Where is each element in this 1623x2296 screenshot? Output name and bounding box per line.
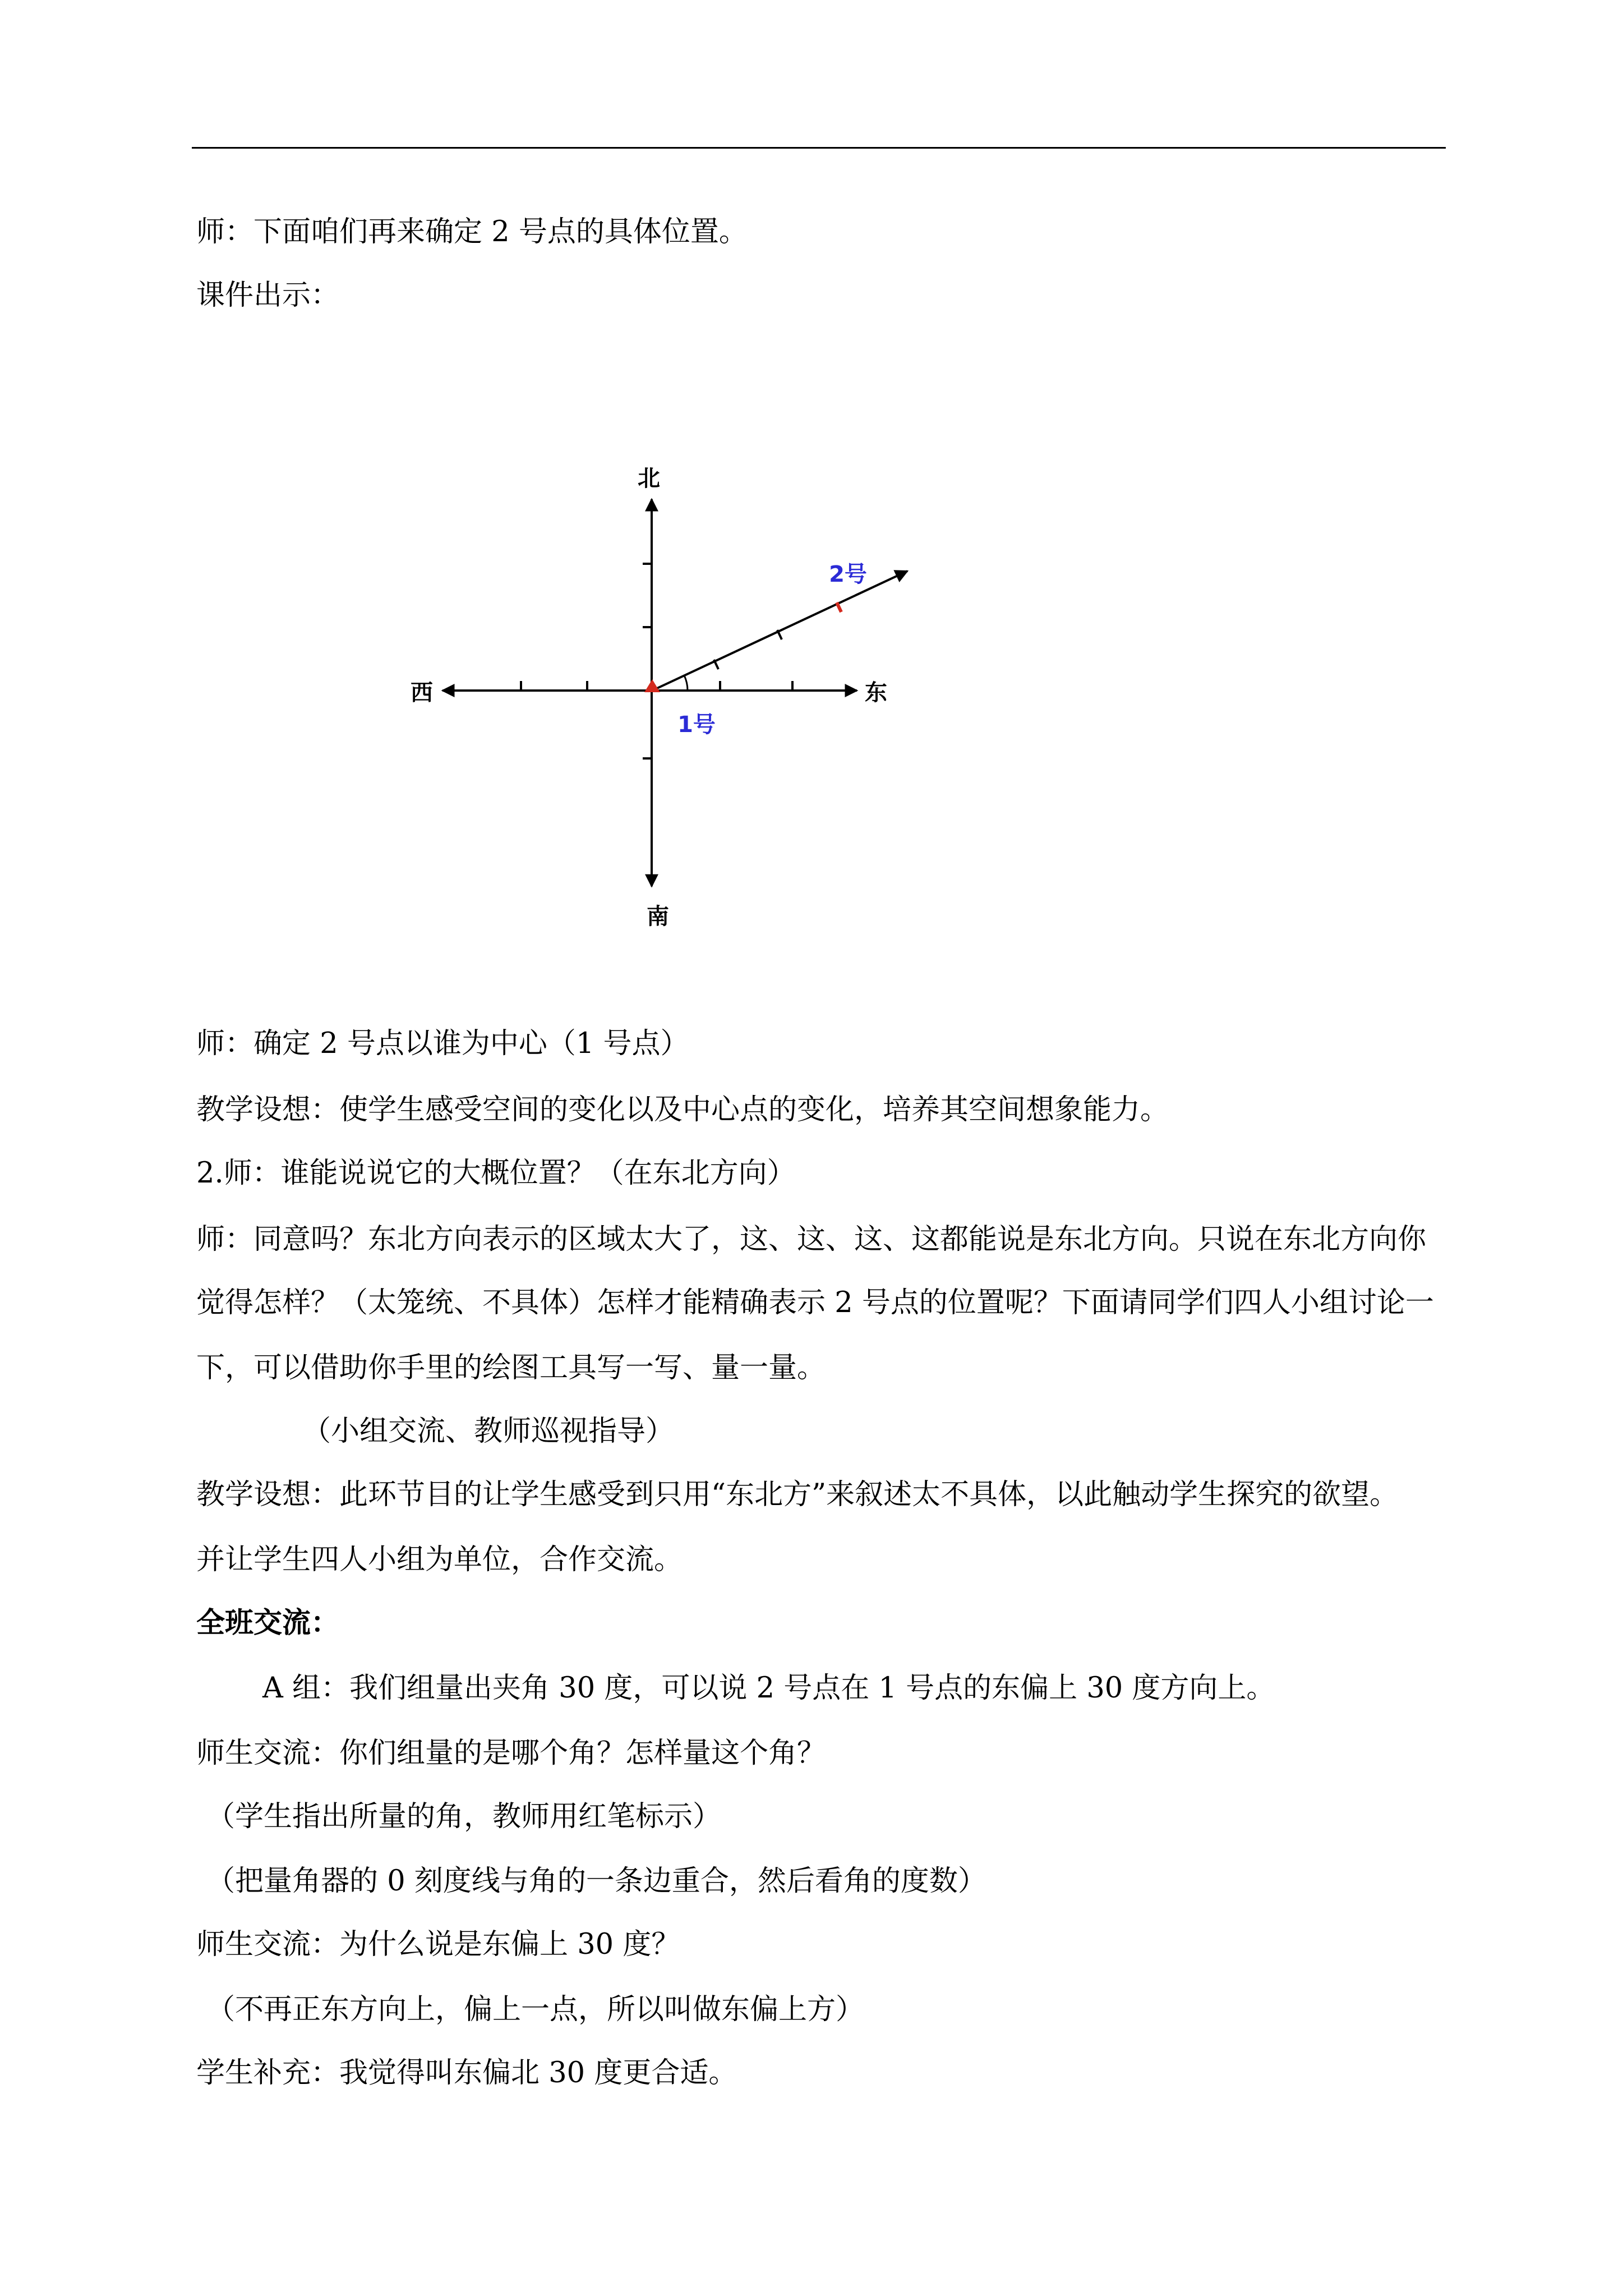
- paragraph-exchange-2: 师生交流：为什么说是东偏上 30 度？: [196, 1928, 680, 1961]
- header-rule: [192, 147, 1446, 149]
- paragraph-student-supplement: 学生补充：我觉得叫东偏北 30 度更合适。: [196, 2056, 737, 2090]
- paragraph-exchange-1: 师生交流：你们组量的是哪个角？怎样量这个角？: [196, 1737, 826, 1770]
- north-label: 北: [638, 466, 660, 491]
- paragraph-note-2: （把量角器的 0 刻度线与角的一条边重合，然后看角的度数）: [206, 1865, 986, 1898]
- direction-ray: [652, 571, 907, 691]
- angle-arc: [684, 675, 688, 691]
- point-2-marker: [837, 602, 841, 612]
- direction-diagram: [393, 449, 953, 954]
- point-1-label: 1号: [677, 712, 716, 738]
- point-1-marker: [644, 679, 660, 692]
- paragraph-center-question: 师：确定 2 号点以谁为中心（1 号点）: [196, 1027, 689, 1060]
- paragraph-rough-position: 2.师：谁能说说它的大概位置？（在东北方向）: [196, 1157, 796, 1190]
- paragraph-teacher-intro: 师：下面咱们再来确定 2 号点的具体位置。: [196, 215, 748, 249]
- paragraph-teacher-discussion-1: 师：同意吗？东北方向表示的区域太大了，这、这、这、这都能说是东北方向。只说在东北方向你: [196, 1223, 1427, 1256]
- point-2-label: 2号: [829, 562, 867, 587]
- paragraph-teacher-discussion-3: 下，可以借助你手里的绘图工具写一写、量一量。: [196, 1351, 826, 1384]
- paragraph-note-1: （学生指出所量的角，教师用红笔标示）: [206, 1800, 722, 1833]
- paragraph-group-a: A 组：我们组量出夹角 30 度，可以说 2 号点在 1 号点的东偏上 30 度方向上。: [262, 1672, 1275, 1705]
- section-heading-class-exchange: 全班交流：: [196, 1606, 340, 1640]
- paragraph-note-3: （不再正东方向上，偏上一点，所以叫做东偏上方）: [206, 1993, 865, 2026]
- paragraph-teacher-discussion-2: 觉得怎样？（太笼统、不具体）怎样才能精确表示 2 号点的位置呢？下面请同学们四人小组讨论一: [196, 1286, 1434, 1319]
- east-label: 东: [865, 680, 887, 706]
- paragraph-design-intent-1: 教学设想：使学生感受空间的变化以及中心点的变化，培养其空间想象能力。: [196, 1093, 1169, 1126]
- west-label: 西: [411, 680, 433, 706]
- south-label: 南: [647, 904, 669, 930]
- paragraph-design-intent-2: 教学设想：此环节目的让学生感受到只用“东北方”来叙述太不具体，以此触动学生探究的欲望。: [196, 1478, 1399, 1511]
- paragraph-courseware-label: 课件出示：: [196, 279, 340, 312]
- paragraph-design-intent-2-cont: 并让学生四人小组为单位，合作交流。: [196, 1543, 683, 1576]
- paragraph-group-activity: （小组交流、教师巡视指导）: [302, 1415, 675, 1448]
